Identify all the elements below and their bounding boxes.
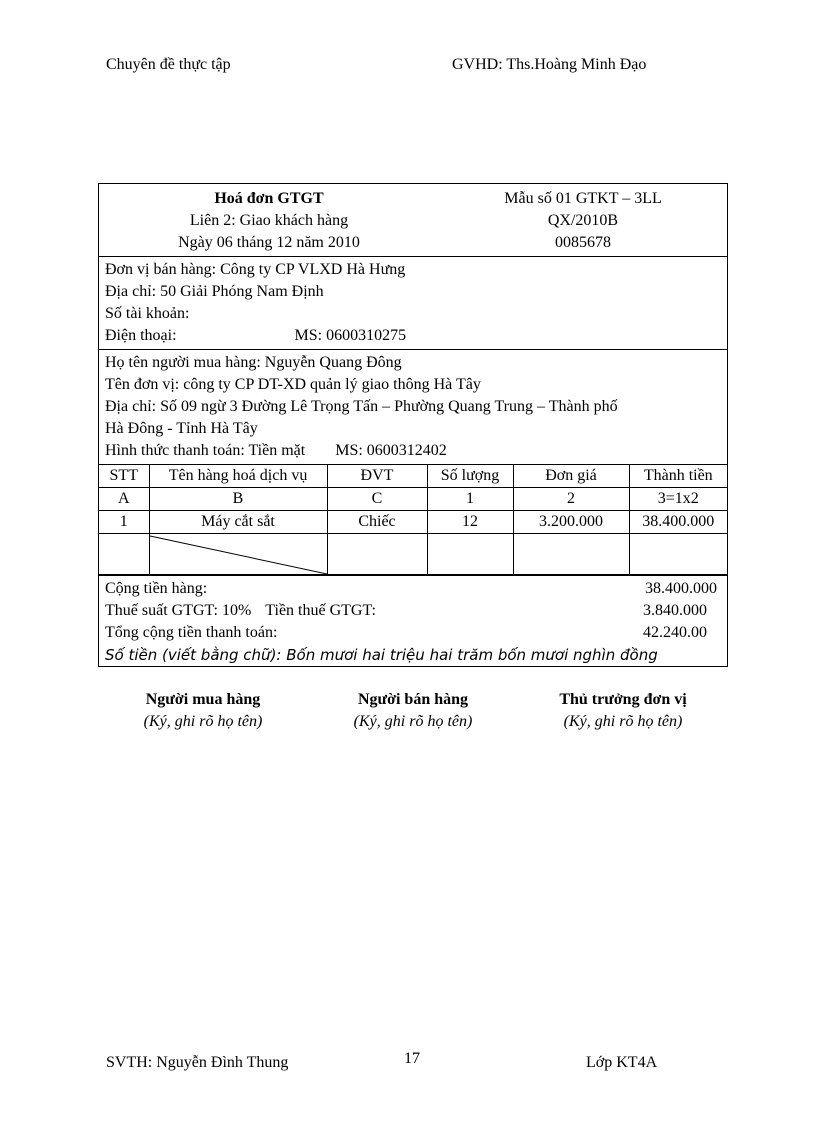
empty-cell bbox=[513, 534, 629, 575]
signature-note: (Ký, ghi rõ họ tên) bbox=[143, 713, 263, 730]
col-code: 2 bbox=[513, 488, 629, 511]
invoice-form-no: Mẫu số 01 GTKT – 3LL bbox=[504, 190, 662, 207]
cell-qty: 12 bbox=[427, 511, 513, 534]
total-value: 42.240.00 bbox=[643, 624, 707, 641]
header-right: GVHD: Ths.Hoàng Minh Đạo bbox=[452, 56, 647, 73]
cell-price: 3.200.000 bbox=[513, 511, 629, 534]
buyer-address-cont: Hà Đông - Tỉnh Hà Tây bbox=[105, 420, 258, 437]
buyer-address: Địa chỉ: Số 09 ngừ 3 Đường Lê Trọng Tấn – Phường Quang Trung – Thành phố bbox=[105, 398, 618, 415]
col-code: C bbox=[327, 488, 427, 511]
subtotal-label: Cộng tiền hàng: bbox=[105, 580, 208, 597]
footer-left: SVTH: Nguyễn Đình Thung bbox=[106, 1054, 289, 1071]
seller-tax-code: MS: 0600310275 bbox=[294, 327, 407, 344]
invoice-series: QX/2010B bbox=[547, 212, 619, 229]
signature-note: (Ký, ghi rõ họ tên) bbox=[563, 713, 683, 730]
empty-cell bbox=[427, 534, 513, 575]
footer-right: Lớp KT4A bbox=[586, 1054, 658, 1071]
cell-amount: 38.400.000 bbox=[629, 511, 727, 534]
signature-buyer bbox=[98, 689, 308, 733]
signature-head bbox=[518, 689, 728, 733]
invoice-top bbox=[99, 184, 727, 257]
buyer-name: Họ tên người mua hàng: Nguyễn Quang Đông bbox=[105, 354, 402, 371]
amount-in-words: Số tiền (viết bằng chữ): Bốn mươi hai triệu hai trăm bốn mươi nghìn đồng bbox=[105, 646, 658, 664]
col-header: STT bbox=[99, 465, 149, 488]
goods-table bbox=[99, 465, 727, 575]
col-header: Tên hàng hoá dịch vụ bbox=[149, 465, 327, 488]
vat-label: Tiền thuế GTGT: bbox=[265, 602, 376, 619]
buyer-payment: Hình thức thanh toán: Tiền mặt bbox=[105, 442, 306, 459]
vat-value: 3.840.000 bbox=[643, 602, 707, 619]
total-label: Tổng cộng tiền thanh toán: bbox=[105, 624, 278, 641]
buyer-tax-code: MS: 0600312402 bbox=[335, 442, 447, 459]
col-code: A bbox=[99, 488, 149, 511]
invoice-date: Ngày 06 tháng 12 năm 2010 bbox=[178, 234, 360, 251]
col-header: Số lượng bbox=[427, 465, 513, 488]
signature-block bbox=[98, 689, 728, 733]
cell-stt: 1 bbox=[99, 511, 149, 534]
empty-cell bbox=[629, 534, 727, 575]
subtotal-value: 38.400.000 bbox=[645, 580, 717, 597]
table-row-empty bbox=[99, 534, 727, 575]
signature-seller bbox=[308, 689, 518, 733]
col-code: 3=1x2 bbox=[629, 488, 727, 511]
table-header-row bbox=[99, 465, 727, 488]
signature-title: Người bán hàng bbox=[357, 691, 469, 708]
invoice-number: 0085678 bbox=[555, 234, 611, 251]
page-number: 17 bbox=[404, 1050, 420, 1067]
buyer-unit: Tên đơn vị: công ty CP DT-XD quản lý giao thông Hà Tây bbox=[105, 376, 481, 393]
seller-section bbox=[99, 257, 727, 350]
col-code: 1 bbox=[427, 488, 513, 511]
cell-item: Máy cắt sắt bbox=[149, 511, 327, 534]
table-row bbox=[99, 511, 727, 534]
signature-title: Thủ trưởng đơn vị bbox=[559, 691, 687, 708]
empty-cell bbox=[327, 534, 427, 575]
signature-title: Người mua hàng bbox=[145, 691, 261, 708]
col-code: B bbox=[149, 488, 327, 511]
invoice-lien: Liên 2: Giao khách hàng bbox=[189, 212, 349, 229]
header-left: Chuyên đề thực tập bbox=[106, 56, 231, 73]
cell-unit: Chiếc bbox=[327, 511, 427, 534]
col-header: ĐVT bbox=[327, 465, 427, 488]
col-header: Thành tiền bbox=[629, 465, 727, 488]
seller-account: Số tài khoản: bbox=[105, 305, 190, 322]
empty-cell bbox=[99, 534, 149, 575]
invoice bbox=[98, 183, 728, 667]
col-header: Đơn giá bbox=[513, 465, 629, 488]
signature-note: (Ký, ghi rõ họ tên) bbox=[353, 713, 473, 730]
strike-cell bbox=[149, 534, 327, 575]
invoice-title: Hoá đơn GTGT bbox=[214, 190, 324, 207]
vat-rate-label: Thuế suất GTGT: 10% bbox=[105, 602, 252, 619]
seller-phone: Điện thoại: bbox=[105, 327, 177, 344]
seller-address: Địa chỉ: 50 Giải Phóng Nam Định bbox=[105, 283, 324, 300]
buyer-section bbox=[99, 350, 727, 465]
totals-section bbox=[99, 576, 727, 666]
table-code-row bbox=[99, 488, 727, 511]
goods-section bbox=[99, 465, 727, 576]
diagonal-strike-line bbox=[150, 534, 327, 574]
seller-unit: Đơn vị bán hàng: Công ty CP VLXD Hà Hưng bbox=[105, 261, 406, 278]
